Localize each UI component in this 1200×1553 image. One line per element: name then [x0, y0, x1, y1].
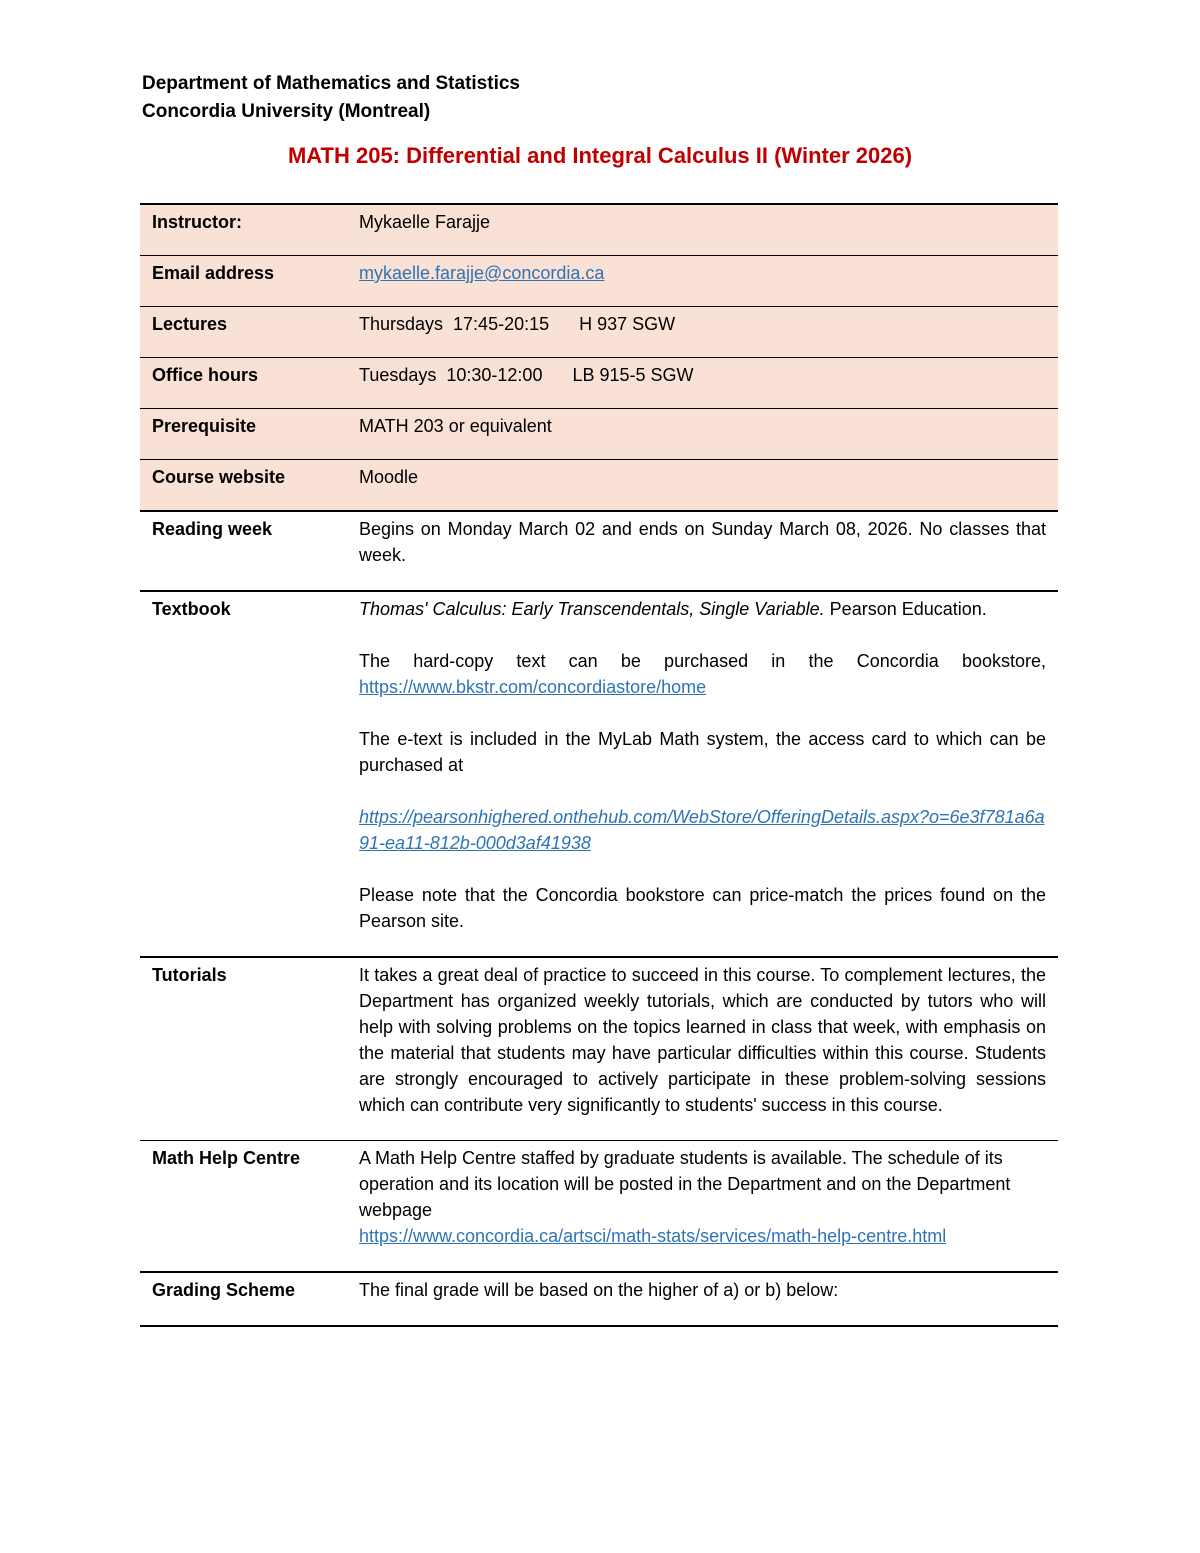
row-label: Tutorials — [140, 957, 347, 1141]
help-centre-link[interactable]: https://www.concordia.ca/artsci/math-stats/services/math-help-centre.html — [359, 1226, 947, 1246]
row-label: Office hours — [140, 358, 347, 409]
row-label: Email address — [140, 256, 347, 307]
hardcopy-note: The hard-copy text can be purchased in the Concordia bookstore, https://www.bkstr.com/concordiastore/home — [359, 651, 1046, 697]
pearson-link[interactable]: https://pearsonhighered.onthehub.com/WebStore/OfferingDetails.aspx?o=6e3f781a6a91-ea11-812b-000d3af41938 — [359, 807, 1045, 853]
row-label: Reading week — [140, 511, 347, 591]
row-reading-week — [140, 511, 1058, 591]
pricematch-note: Please note that the Concordia bookstore can price-match the prices found on the Pearson site. — [359, 885, 1046, 931]
etext-note: The e-text is included in the MyLab Math system, the access card to which can be purchased at — [359, 729, 1046, 775]
office-room: LB 915-5 SGW — [572, 365, 694, 385]
row-grading-scheme — [140, 1272, 1058, 1326]
university-name: Concordia University (Montreal) — [142, 101, 431, 122]
row-label: Textbook — [140, 591, 347, 957]
help-centre-text: A Math Help Centre staffed by graduate students is available. The schedule of its operation and its location will be posted in the Department and on the Department webpage — [359, 1148, 1011, 1220]
row-tutorials — [140, 957, 1058, 1141]
lecture-room: H 937 SGW — [579, 314, 676, 334]
row-label: Instructor: — [140, 204, 347, 256]
instructor-name: Mykaelle Farajje — [347, 204, 1058, 256]
department-name: Department of Mathematics and Statistics — [142, 73, 520, 94]
row-email — [140, 256, 1058, 307]
row-label: Lectures — [140, 307, 347, 358]
website-value: Moodle — [347, 460, 1058, 512]
textbook-citation — [359, 596, 1046, 622]
row-math-help-centre — [140, 1141, 1058, 1273]
row-instructor — [140, 204, 1058, 256]
row-prerequisite — [140, 409, 1058, 460]
book-publisher: Pearson Education. — [829, 599, 987, 619]
bookstore-link[interactable]: https://www.bkstr.com/concordiastore/home — [359, 677, 707, 697]
row-label: Grading Scheme — [140, 1272, 347, 1326]
grading-text: The final grade will be based on the higher of a) or b) below: — [347, 1272, 1058, 1326]
row-office-hours — [140, 358, 1058, 409]
reading-week-text: Begins on Monday March 02 and ends on Sunday March 08, 2026. No classes that week. — [359, 519, 1046, 565]
book-title: Thomas' Calculus: Early Transcendentals, Single Variable. — [359, 599, 825, 619]
row-label: Course website — [140, 460, 347, 512]
tutorials-text: It takes a great deal of practice to succeed in this course. To complement lectures, the Department has organized weekly tutorials, which are conducted by tutors who will help with solving problems on the topics learned in class that week, with emphasis on the material that students may have particular difficulties within this course. Students are strongly encouraged to actively participate in these problem-solving sessions which can contribute very significantly to students' success in this course. — [359, 965, 1046, 1115]
row-lectures — [140, 307, 1058, 358]
prerequisite-value: MATH 203 or equivalent — [347, 409, 1058, 460]
row-label: Math Help Centre — [140, 1141, 347, 1273]
syllabus-table — [140, 203, 1058, 1327]
row-label: Prerequisite — [140, 409, 347, 460]
course-title: MATH 205: Differential and Integral Calculus II (Winter 2026) — [287, 143, 913, 168]
office-time: Tuesdays 10:30-12:00 — [359, 365, 543, 385]
row-course-website — [140, 460, 1058, 512]
document-header — [142, 70, 520, 126]
row-textbook — [140, 591, 1058, 957]
lecture-time: Thursdays 17:45-20:15 — [359, 314, 550, 334]
email-link[interactable]: mykaelle.farajje@concordia.ca — [359, 263, 605, 283]
